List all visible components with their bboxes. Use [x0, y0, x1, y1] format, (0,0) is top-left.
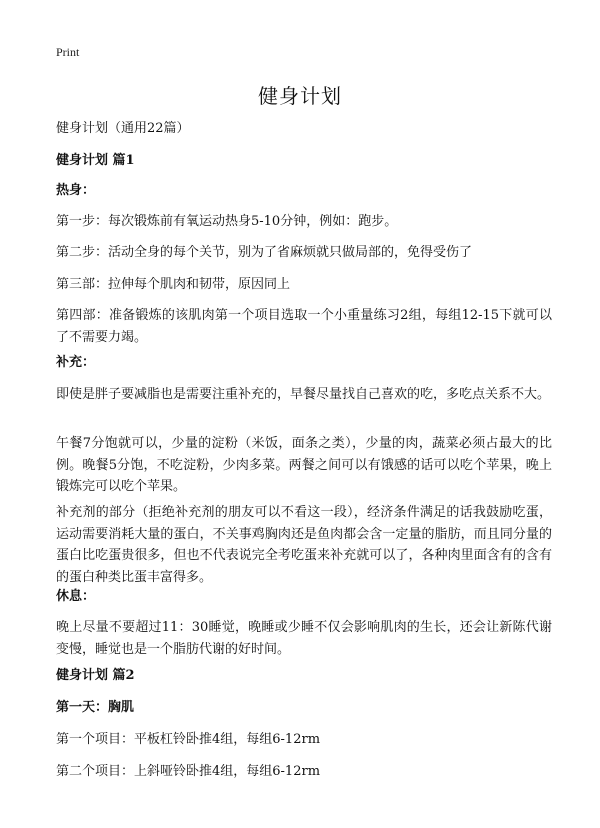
supplement-para-3: 补充剂的部分（拒绝补充剂的朋友可以不看这一段），经济条件满足的话我鼓励吃蛋，运动需要消耗大量的蛋白，不关事鸡胸肉还是鱼肉都会含一定量的脂肪，而且同分量的蛋白比吃蛋贵很多，但也不代表说完全考吃蛋来补充就可以了，各种肉里面含有的含有的蛋白种类比蛋丰富得多。 [56, 505, 552, 585]
rest-heading: 休息： [56, 589, 96, 604]
supplement-para-2: 午餐7分饱就可以，少量的淀粉（米饭，面条之类），少量的肉，蔬菜必须占最大的比例。晚餐5分饱，不吃淀粉，少肉多菜。两餐之间可以有饿感的话可以吃个苹果，晚上锻炼完可以吃个苹果。 [56, 436, 552, 494]
supplement-para-1: 即使是胖子要减脂也是需要注重补充的，早餐尽量找自己喜欢的吃，多吃点关系不大。 [56, 387, 551, 402]
step-1: 第一步：每次锻炼前有氧运动热身5-10分钟，例如：跑步。 [56, 214, 398, 229]
supplement-heading: 补充： [56, 355, 96, 370]
subtitle: 健身计划（通用22篇） [56, 121, 190, 136]
step-2: 第二步：活动全身的每个关节，别为了省麻烦就只做局部的，免得受伤了 [56, 245, 473, 260]
exercise-item-1: 第一个项目：平板杠铃卧推4组，每组6-12rm [56, 732, 321, 747]
rest-para: 晚上尽量不要超过11：30睡觉，晚睡或少睡不仅会影响肌肉的生长，还会让新陈代谢变慢，睡觉也是一个脂肪代谢的好时间。 [56, 620, 552, 657]
print-link[interactable]: Print [56, 45, 80, 59]
section1-heading: 健身计划 篇1 [56, 153, 135, 168]
step-3: 第三部：拉伸每个肌肉和韧带，原因同上 [56, 277, 291, 292]
section2-heading: 健身计划 篇2 [56, 668, 135, 683]
page-title: 健身计划 [258, 84, 342, 108]
warmup-heading: 热身： [56, 183, 96, 198]
exercise-item-2: 第二个项目：上斜哑铃卧推4组，每组6-12rm [56, 764, 321, 779]
day1-heading: 第一天：胸肌 [56, 700, 135, 715]
step-4: 第四部：准备锻炼的该肌肉第一个项目选取一个小重量练习2组，每组12-15下就可以了不需要力竭。 [56, 308, 552, 345]
